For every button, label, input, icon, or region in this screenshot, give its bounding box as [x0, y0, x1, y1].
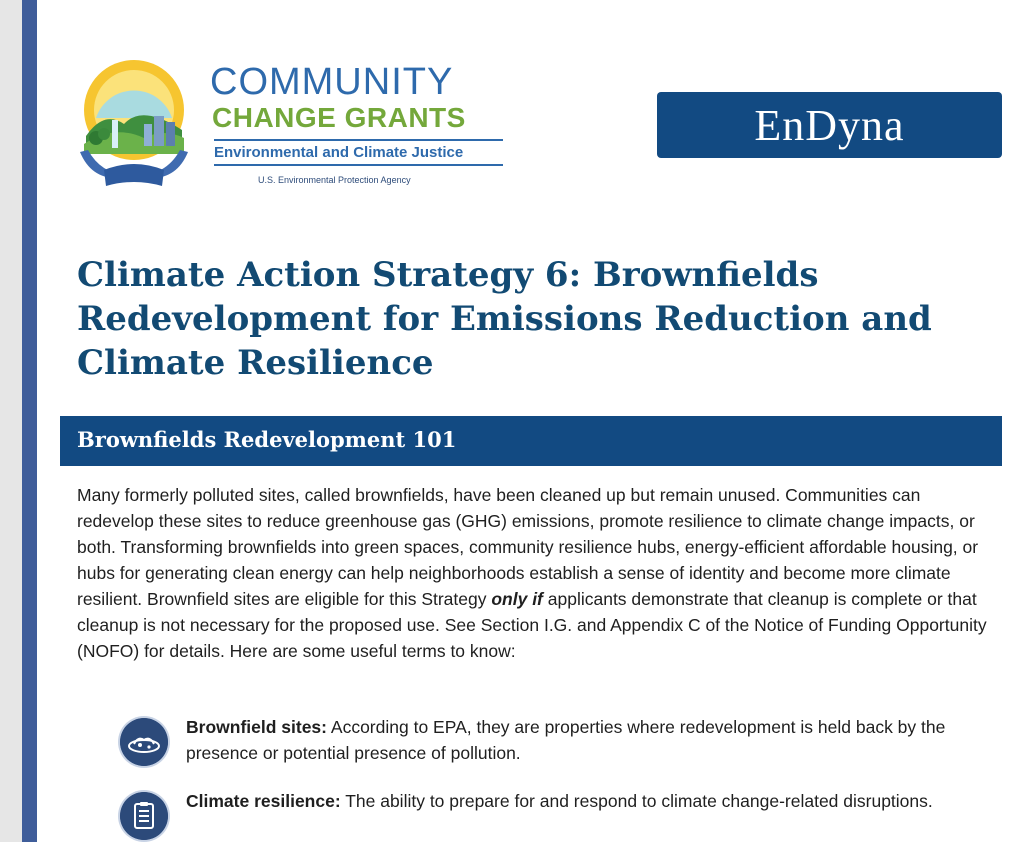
- logo-agency: U.S. Environmental Protection Agency: [258, 175, 411, 185]
- logo-title-line2: CHANGE GRANTS: [212, 102, 466, 133]
- section-header: [60, 416, 1002, 466]
- endyna-badge: [657, 92, 1002, 158]
- logo-divider: [214, 139, 503, 141]
- term-definition: [186, 714, 1002, 766]
- intro-emphasis: only if: [491, 589, 543, 609]
- intro-text: Many formerly polluted sites, called brownfields, have been cleaned up but remain unused. Communities can redevelop these sites to reduce greenhouse gas (GHG) emissions, promote resilience to climate change impacts, or both. Transforming brownfields into green spaces, community resilience hubs, energy-efficient affordable housing, or hubs for generating clean energy can help neighborhoods establish a sense of identity and become more climate resilient. Brownfield sites are eligible for this Strategy: [77, 485, 979, 609]
- intro-paragraph: [77, 482, 1002, 664]
- term-label: Brownfield sites:: [186, 717, 327, 737]
- logo-subtitle: Environmental and Climate Justice: [214, 144, 464, 161]
- endyna-logo-text: EnDyna: [754, 100, 905, 150]
- clipboard-icon: [120, 792, 168, 840]
- community-change-grants-logo: [74, 58, 524, 193]
- logo-divider: [214, 164, 503, 166]
- page-gutter: [0, 0, 22, 842]
- logo-emblem-icon: [74, 58, 194, 190]
- section-title: Brownfields Redevelopment 101: [77, 427, 457, 452]
- page-title: Climate Action Strategy 6: Brownfields Redevelopment for Emissions Reduction and Climate Resilience: [77, 255, 932, 383]
- logo-title-line1: COMMUNITY: [210, 61, 454, 103]
- term-definition: [186, 788, 1002, 814]
- term-description: According to EPA, they are properties where redevelopment is held back by the presence or potential presence of pollution.: [186, 717, 946, 763]
- brownfield-icon: [120, 718, 168, 766]
- term-description: The ability to prepare for and respond to climate change-related disruptions.: [340, 791, 933, 811]
- page-spine: [22, 0, 37, 842]
- term-label: Climate resilience:: [186, 791, 341, 811]
- intro-text: applicants demonstrate that cleanup is complete or that cleanup is not necessary for the proposed use. See Section I.G. and Appendix C of the Notice of Funding Opportunity (NOFO) for details. Here are some useful terms to know:: [77, 589, 987, 661]
